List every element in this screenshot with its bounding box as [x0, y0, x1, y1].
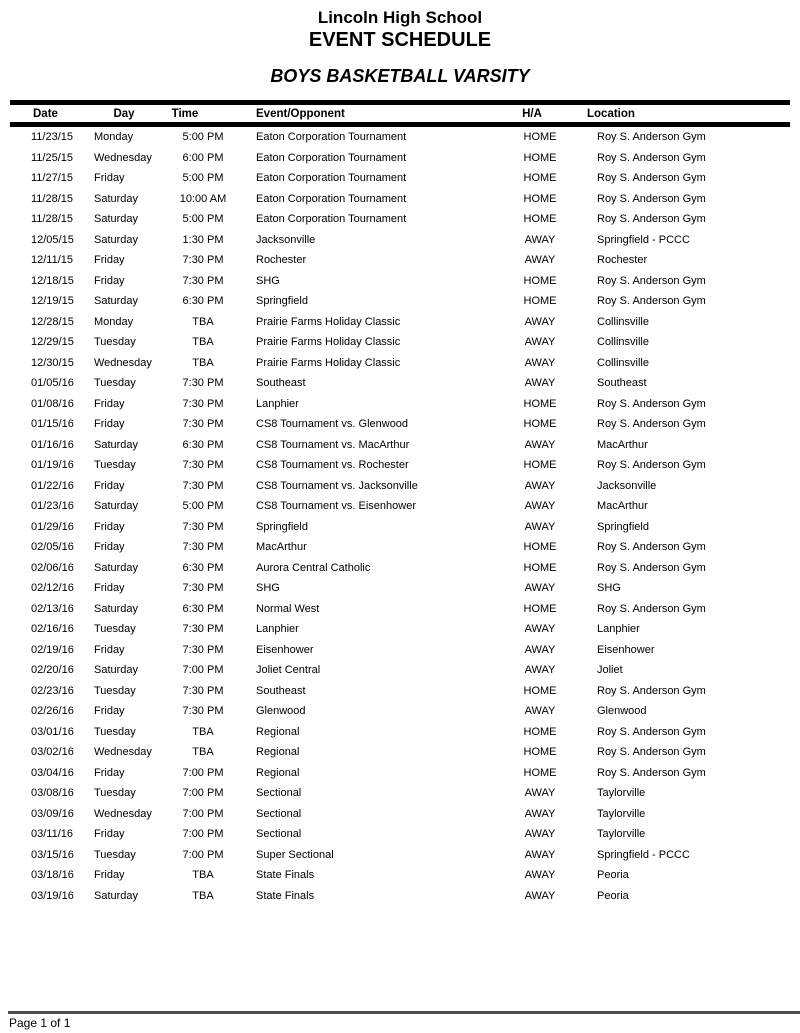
- cell-location: Collinsville: [597, 315, 649, 328]
- cell-date: 03/01/16: [31, 725, 74, 738]
- cell-event: CS8 Tournament vs. MacArthur: [256, 438, 410, 451]
- cell-date: 01/05/16: [31, 377, 74, 390]
- cell-ha: AWAY: [524, 869, 556, 882]
- table-row: [10, 537, 790, 558]
- table-row: [10, 599, 790, 620]
- cell-date: 02/23/16: [31, 684, 74, 697]
- cell-ha: AWAY: [524, 787, 556, 800]
- school-name: Lincoln High School: [317, 8, 483, 27]
- cell-location: Taylorville: [597, 828, 646, 841]
- table-row: [10, 558, 790, 579]
- cell-date: 01/29/16: [31, 520, 74, 533]
- table-row: [10, 742, 790, 763]
- cell-date: 02/16/16: [31, 623, 74, 636]
- cell-location: Roy S. Anderson Gym: [597, 766, 706, 779]
- cell-day: Saturday: [94, 233, 139, 246]
- cell-date: 12/29/15: [31, 336, 74, 349]
- table-row: [10, 517, 790, 538]
- cell-time: 6:30 PM: [182, 438, 224, 451]
- cell-time: TBA: [192, 315, 214, 328]
- cell-ha: HOME: [523, 151, 557, 164]
- cell-day: Wednesday: [94, 151, 152, 164]
- cell-location: Roy S. Anderson Gym: [597, 274, 706, 287]
- cell-time: TBA: [192, 336, 214, 349]
- cell-day: Tuesday: [94, 787, 136, 800]
- cell-date: 12/18/15: [31, 274, 74, 287]
- cell-time: 10:00 AM: [179, 192, 227, 205]
- table-row: [10, 373, 790, 394]
- cell-time: 7:30 PM: [182, 274, 224, 287]
- cell-date: 01/19/16: [31, 459, 74, 472]
- cell-location: Roy S. Anderson Gym: [597, 172, 706, 185]
- cell-ha: HOME: [523, 541, 557, 554]
- cell-location: Roy S. Anderson Gym: [597, 746, 706, 759]
- cell-location: Jacksonville: [597, 479, 657, 492]
- cell-ha: HOME: [523, 274, 557, 287]
- table-row: [10, 148, 790, 169]
- cell-day: Friday: [94, 520, 125, 533]
- cell-date: 12/28/15: [31, 315, 74, 328]
- cell-ha: AWAY: [524, 233, 556, 246]
- cell-location: Springfield - PCCC: [597, 848, 690, 861]
- cell-date: 11/28/15: [31, 192, 74, 205]
- cell-ha: HOME: [523, 192, 557, 205]
- cell-event: Lanphier: [256, 397, 299, 410]
- cell-ha: HOME: [523, 725, 557, 738]
- cell-ha: HOME: [523, 131, 557, 144]
- column-header-event: Event/Opponent: [256, 107, 345, 120]
- table-row: [10, 886, 790, 907]
- cell-ha: AWAY: [524, 623, 556, 636]
- cell-day: Monday: [94, 131, 134, 144]
- table-row: [10, 681, 790, 702]
- cell-event: SHG: [256, 274, 280, 287]
- cell-date: 01/08/16: [31, 397, 74, 410]
- cell-time: 7:00 PM: [182, 807, 224, 820]
- table-row: [10, 435, 790, 456]
- cell-date: 01/23/16: [31, 500, 74, 513]
- cell-ha: AWAY: [524, 807, 556, 820]
- team-title: BOYS BASKETBALL VARSITY: [270, 66, 530, 86]
- cell-day: Tuesday: [94, 336, 136, 349]
- cell-location: Springfield - PCCC: [597, 233, 690, 246]
- cell-event: Eaton Corporation Tournament: [256, 213, 407, 226]
- cell-time: 7:30 PM: [182, 623, 224, 636]
- cell-time: 7:30 PM: [182, 582, 224, 595]
- cell-location: Springfield: [597, 520, 649, 533]
- cell-day: Friday: [94, 254, 125, 267]
- cell-ha: AWAY: [524, 500, 556, 513]
- cell-day: Tuesday: [94, 459, 136, 472]
- cell-day: Friday: [94, 172, 125, 185]
- table-row: [10, 209, 790, 230]
- cell-date: 03/04/16: [31, 766, 74, 779]
- cell-time: 7:30 PM: [182, 541, 224, 554]
- cell-day: Friday: [94, 643, 125, 656]
- document-footer: [0, 1011, 800, 1030]
- cell-date: 02/20/16: [31, 664, 74, 677]
- table-row: [10, 127, 790, 148]
- cell-location: Roy S. Anderson Gym: [597, 561, 706, 574]
- cell-time: 7:30 PM: [182, 377, 224, 390]
- cell-event: Eaton Corporation Tournament: [256, 131, 407, 144]
- cell-location: Roy S. Anderson Gym: [597, 541, 706, 554]
- cell-ha: HOME: [523, 295, 557, 308]
- cell-location: Collinsville: [597, 356, 649, 369]
- table-row: [10, 353, 790, 374]
- cell-day: Friday: [94, 828, 125, 841]
- column-header-ha: H/A: [522, 107, 542, 120]
- cell-location: Taylorville: [597, 787, 646, 800]
- cell-event: Springfield: [256, 520, 308, 533]
- column-header-time: Time: [171, 107, 199, 120]
- cell-date: 01/16/16: [31, 438, 74, 451]
- cell-day: Friday: [94, 418, 125, 431]
- table-row: [10, 865, 790, 886]
- cell-day: Tuesday: [94, 377, 136, 390]
- cell-location: SHG: [597, 582, 621, 595]
- cell-ha: AWAY: [524, 254, 556, 267]
- cell-date: 02/12/16: [31, 582, 74, 595]
- cell-date: 03/19/16: [31, 889, 74, 902]
- cell-time: 7:30 PM: [182, 397, 224, 410]
- cell-event: Regional: [256, 746, 300, 759]
- table-row: [10, 578, 790, 599]
- cell-date: 03/18/16: [31, 869, 74, 882]
- cell-location: Lanphier: [597, 623, 640, 636]
- cell-date: 02/05/16: [31, 541, 74, 554]
- cell-ha: AWAY: [524, 315, 556, 328]
- cell-day: Friday: [94, 541, 125, 554]
- cell-time: 7:00 PM: [182, 848, 224, 861]
- cell-event: SHG: [256, 582, 280, 595]
- cell-location: Roy S. Anderson Gym: [597, 151, 706, 164]
- cell-location: Roy S. Anderson Gym: [597, 459, 706, 472]
- cell-event: Sectional: [256, 828, 302, 841]
- cell-location: Roy S. Anderson Gym: [597, 602, 706, 615]
- cell-event: Normal West: [256, 602, 320, 615]
- table-row: [10, 230, 790, 251]
- footer-rule: [8, 1011, 800, 1014]
- cell-location: Roy S. Anderson Gym: [597, 213, 706, 226]
- cell-day: Friday: [94, 705, 125, 718]
- cell-event: Jacksonville: [256, 233, 316, 246]
- cell-event: Glenwood: [256, 705, 306, 718]
- table-row: [10, 394, 790, 415]
- cell-event: Prairie Farms Holiday Classic: [256, 356, 401, 369]
- cell-location: Roy S. Anderson Gym: [597, 418, 706, 431]
- cell-event: Regional: [256, 725, 300, 738]
- cell-time: 7:30 PM: [182, 520, 224, 533]
- cell-ha: AWAY: [524, 336, 556, 349]
- cell-ha: AWAY: [524, 643, 556, 656]
- table-row: [10, 476, 790, 497]
- table-row: [10, 619, 790, 640]
- cell-time: 5:00 PM: [182, 131, 224, 144]
- cell-ha: HOME: [523, 397, 557, 410]
- cell-event: Regional: [256, 766, 300, 779]
- cell-ha: AWAY: [524, 356, 556, 369]
- cell-ha: HOME: [523, 602, 557, 615]
- cell-date: 01/22/16: [31, 479, 74, 492]
- cell-day: Tuesday: [94, 623, 136, 636]
- cell-event: Eaton Corporation Tournament: [256, 192, 407, 205]
- cell-location: Peoria: [597, 889, 629, 902]
- table-row: [10, 414, 790, 435]
- cell-day: Tuesday: [94, 848, 136, 861]
- cell-ha: HOME: [523, 172, 557, 185]
- cell-day: Friday: [94, 397, 125, 410]
- cell-event: Super Sectional: [256, 848, 334, 861]
- cell-event: Rochester: [256, 254, 307, 267]
- cell-day: Tuesday: [94, 684, 136, 697]
- cell-day: Tuesday: [94, 725, 136, 738]
- cell-time: 7:30 PM: [182, 684, 224, 697]
- cell-location: Roy S. Anderson Gym: [597, 397, 706, 410]
- cell-event: State Finals: [256, 889, 315, 902]
- cell-location: Southeast: [597, 377, 647, 390]
- cell-day: Friday: [94, 869, 125, 882]
- cell-day: Friday: [94, 479, 125, 492]
- cell-location: Rochester: [597, 254, 648, 267]
- cell-time: 6:30 PM: [182, 561, 224, 574]
- table-row: [10, 845, 790, 866]
- cell-date: 11/23/15: [31, 131, 74, 144]
- cell-day: Saturday: [94, 889, 139, 902]
- cell-ha: AWAY: [524, 664, 556, 677]
- cell-day: Saturday: [94, 602, 139, 615]
- cell-location: Collinsville: [597, 336, 649, 349]
- cell-ha: HOME: [523, 746, 557, 759]
- cell-date: 12/05/15: [31, 233, 74, 246]
- cell-event: CS8 Tournament vs. Glenwood: [256, 418, 409, 431]
- cell-date: 12/30/15: [31, 356, 74, 369]
- cell-location: Taylorville: [597, 807, 646, 820]
- table-row: [10, 332, 790, 353]
- document-title: EVENT SCHEDULE: [308, 29, 492, 51]
- table-row: [10, 783, 790, 804]
- cell-ha: AWAY: [524, 520, 556, 533]
- cell-ha: AWAY: [524, 828, 556, 841]
- table-row: [10, 824, 790, 845]
- cell-day: Saturday: [94, 295, 139, 308]
- cell-location: Eisenhower: [597, 643, 655, 656]
- table-row: [10, 660, 790, 681]
- table-row: [10, 250, 790, 271]
- cell-ha: HOME: [523, 418, 557, 431]
- cell-time: 7:30 PM: [182, 479, 224, 492]
- cell-time: 5:00 PM: [182, 213, 224, 226]
- cell-location: Roy S. Anderson Gym: [597, 684, 706, 697]
- document-header: [0, 0, 800, 86]
- cell-ha: AWAY: [524, 705, 556, 718]
- cell-ha: HOME: [523, 459, 557, 472]
- schedule-table: [10, 100, 790, 906]
- cell-day: Friday: [94, 274, 125, 287]
- cell-ha: AWAY: [524, 848, 556, 861]
- cell-location: Joliet: [597, 664, 623, 677]
- cell-day: Saturday: [94, 192, 139, 205]
- table-row: [10, 763, 790, 784]
- cell-date: 02/06/16: [31, 561, 74, 574]
- cell-ha: HOME: [523, 561, 557, 574]
- cell-ha: AWAY: [524, 438, 556, 451]
- table-row: [10, 271, 790, 292]
- cell-day: Saturday: [94, 500, 139, 513]
- cell-date: 11/27/15: [31, 172, 74, 185]
- cell-date: 02/19/16: [31, 643, 74, 656]
- cell-ha: AWAY: [524, 479, 556, 492]
- page-number-label: Page 1 of 1: [9, 1016, 71, 1030]
- cell-time: 5:00 PM: [182, 500, 224, 513]
- cell-event: CS8 Tournament vs. Rochester: [256, 459, 409, 472]
- cell-time: 6:30 PM: [182, 602, 224, 615]
- cell-time: 6:00 PM: [182, 151, 224, 164]
- cell-time: TBA: [192, 746, 214, 759]
- cell-event: CS8 Tournament vs. Jacksonville: [256, 479, 418, 492]
- cell-date: 01/15/16: [31, 418, 74, 431]
- cell-day: Wednesday: [94, 807, 152, 820]
- table-row: [10, 455, 790, 476]
- cell-date: 11/25/15: [31, 151, 74, 164]
- cell-time: 7:30 PM: [182, 643, 224, 656]
- cell-event: Eisenhower: [256, 643, 314, 656]
- cell-location: Roy S. Anderson Gym: [597, 725, 706, 738]
- cell-ha: AWAY: [524, 582, 556, 595]
- table-row: [10, 640, 790, 661]
- table-row: [10, 701, 790, 722]
- cell-day: Saturday: [94, 561, 139, 574]
- cell-time: 7:30 PM: [182, 254, 224, 267]
- table-row: [10, 312, 790, 333]
- cell-date: 12/19/15: [31, 295, 74, 308]
- cell-event: Joliet Central: [256, 664, 321, 677]
- cell-event: Prairie Farms Holiday Classic: [256, 315, 401, 328]
- table-row: [10, 496, 790, 517]
- cell-time: 7:30 PM: [182, 459, 224, 472]
- cell-time: TBA: [192, 889, 214, 902]
- cell-time: 7:30 PM: [182, 705, 224, 718]
- cell-time: 7:00 PM: [182, 787, 224, 800]
- cell-ha: AWAY: [524, 889, 556, 902]
- table-row: [10, 291, 790, 312]
- cell-time: 7:00 PM: [182, 766, 224, 779]
- cell-ha: HOME: [523, 213, 557, 226]
- cell-time: TBA: [192, 725, 214, 738]
- cell-event: Sectional: [256, 787, 302, 800]
- cell-time: 1:30 PM: [182, 233, 224, 246]
- cell-event: Lanphier: [256, 623, 299, 636]
- cell-date: 03/15/16: [31, 848, 74, 861]
- cell-time: TBA: [192, 356, 214, 369]
- cell-date: 03/02/16: [31, 746, 74, 759]
- cell-day: Saturday: [94, 438, 139, 451]
- column-header-date: Date: [33, 107, 58, 120]
- cell-event: Southeast: [256, 377, 306, 390]
- cell-event: Prairie Farms Holiday Classic: [256, 336, 401, 349]
- cell-time: 7:30 PM: [182, 418, 224, 431]
- column-header-location: Location: [587, 107, 635, 120]
- cell-location: Roy S. Anderson Gym: [597, 192, 706, 205]
- table-header-row: [10, 105, 790, 122]
- cell-date: 02/13/16: [31, 602, 74, 615]
- column-header-day: Day: [113, 107, 135, 120]
- cell-time: 7:00 PM: [182, 828, 224, 841]
- cell-event: State Finals: [256, 869, 315, 882]
- cell-date: 03/08/16: [31, 787, 74, 800]
- cell-ha: HOME: [523, 766, 557, 779]
- cell-location: MacArthur: [597, 438, 648, 451]
- cell-event: Springfield: [256, 295, 308, 308]
- cell-day: Saturday: [94, 664, 139, 677]
- cell-event: Eaton Corporation Tournament: [256, 151, 407, 164]
- cell-time: 5:00 PM: [182, 172, 224, 185]
- table-row: [10, 168, 790, 189]
- cell-time: 7:00 PM: [182, 664, 224, 677]
- cell-day: Wednesday: [94, 356, 152, 369]
- table-row: [10, 722, 790, 743]
- cell-location: Roy S. Anderson Gym: [597, 131, 706, 144]
- cell-location: MacArthur: [597, 500, 648, 513]
- cell-day: Saturday: [94, 213, 139, 226]
- cell-date: 02/26/16: [31, 705, 74, 718]
- cell-date: 03/11/16: [31, 828, 74, 841]
- table-row: [10, 804, 790, 825]
- cell-event: MacArthur: [256, 541, 307, 554]
- table-row: [10, 189, 790, 210]
- cell-date: 12/11/15: [31, 254, 74, 267]
- cell-ha: HOME: [523, 684, 557, 697]
- cell-ha: AWAY: [524, 377, 556, 390]
- cell-event: Eaton Corporation Tournament: [256, 172, 407, 185]
- cell-day: Wednesday: [94, 746, 152, 759]
- cell-day: Friday: [94, 582, 125, 595]
- cell-date: 11/28/15: [31, 213, 74, 226]
- cell-time: 6:30 PM: [182, 295, 224, 308]
- cell-date: 03/09/16: [31, 807, 74, 820]
- cell-event: Southeast: [256, 684, 306, 697]
- cell-location: Peoria: [597, 869, 629, 882]
- cell-event: CS8 Tournament vs. Eisenhower: [256, 500, 416, 513]
- table-body: [10, 127, 790, 906]
- cell-location: Glenwood: [597, 705, 647, 718]
- cell-location: Roy S. Anderson Gym: [597, 295, 706, 308]
- cell-day: Friday: [94, 766, 125, 779]
- cell-event: Sectional: [256, 807, 302, 820]
- cell-event: Aurora Central Catholic: [256, 561, 371, 574]
- cell-day: Monday: [94, 315, 134, 328]
- cell-time: TBA: [192, 869, 214, 882]
